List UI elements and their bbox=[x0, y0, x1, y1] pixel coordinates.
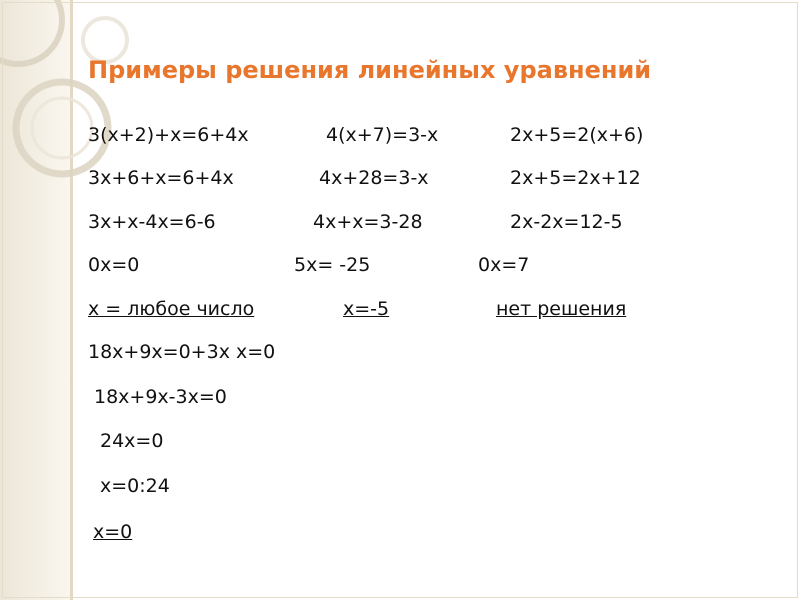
col3-line-3: 2x-2x=12-5 bbox=[510, 211, 623, 233]
col1-answer: x = любое число bbox=[88, 298, 255, 320]
step-line-1: 18x+9x=0+3x x=0 bbox=[88, 341, 276, 363]
col3-line-2: 2x+5=2x+12 bbox=[510, 167, 641, 189]
step-line-4: x=0:24 bbox=[100, 475, 170, 497]
col2-line-2: 4x+28=3-x bbox=[319, 167, 429, 189]
col1-line-3: 3x+x-4x=6-6 bbox=[88, 211, 216, 233]
col2-line-3: 4x+x=3-28 bbox=[313, 211, 423, 233]
col2-answer: x=-5 bbox=[343, 298, 390, 320]
col1-line-2: 3x+6+x=6+4x bbox=[88, 167, 234, 189]
col3-answer: нет решения bbox=[496, 298, 627, 320]
col2-line-1: 4(x+7)=3-x bbox=[326, 124, 439, 146]
col1-line-1: 3(x+2)+x=6+4x bbox=[88, 124, 249, 146]
step-line-3: 24x=0 bbox=[100, 430, 164, 452]
col3-line-4: 0x=7 bbox=[478, 254, 530, 276]
col1-line-4: 0x=0 bbox=[88, 254, 140, 276]
step-answer: x=0 bbox=[93, 521, 133, 543]
col2-line-4: 5x= -25 bbox=[294, 254, 371, 276]
col3-line-1: 2x+5=2(x+6) bbox=[510, 124, 644, 146]
step-line-2: 18x+9x-3x=0 bbox=[94, 386, 227, 408]
slide-title: Примеры решения линейных уравнений bbox=[88, 56, 652, 84]
